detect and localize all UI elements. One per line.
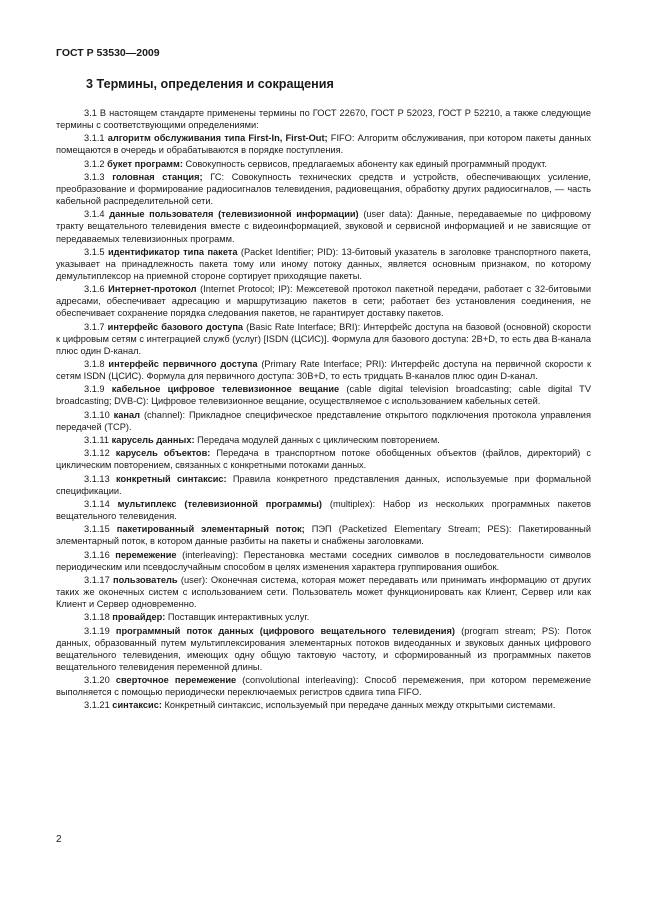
term-name: интерфейс базового доступа [107, 321, 244, 332]
term-definition: Правила конкретного представления данных, используемые при формальной спецификации. [56, 473, 591, 496]
term-name: Интернет-протокол [108, 284, 197, 295]
term-name: головная станция; [112, 171, 203, 182]
term-definition: ГС: Совокупность технических средств и устройств, обеспечивающих усиление, преобразование и формирование радиосигналов телевидения, радиовещания, обработку других радиосигналов, — часть кабельной распределительной сети. [56, 171, 591, 207]
term-definition: (convolutional interleaving): Способ перемежения, при котором перемежение выполняется с помощью периодически переключаемых регистров сдвига типа FIFO. [56, 675, 591, 698]
term-definition: (channel): Прикладное специфическое представление открытого подключения протокола управления передачей (TCP). [56, 409, 591, 432]
term-name: синтаксис: [112, 700, 162, 711]
term-definition: (program stream; PS): Поток данных, образованный путем мультиплексирования элементарных потоков видеоданных и звуковых данных цифрового вещательного телевидения, имеющих одну общую тактовую частоту, и сформированный из программных пакетов вещательного телевидения переменной длины. [56, 625, 592, 672]
term-name: кабельное цифровое телевизионное вещание [111, 384, 340, 395]
term-3-1-3 [56, 171, 591, 207]
term-name: перемежение [115, 549, 177, 560]
term-name: карусель объектов: [115, 448, 211, 459]
term-number: 3.1.6 [84, 284, 105, 295]
term-name: алгоритм обслуживания типа First-In, First-Out; [107, 133, 328, 144]
term-number: 3.1.1 [84, 133, 105, 144]
term-definition: Передача модулей данных с циклическим повторением. [194, 434, 440, 445]
term-number: 3.1.8 [84, 359, 105, 369]
term-definition: (interleaving): Перестановка местами соседних символов в последовательности символов периодическим или псевдослучайным способом в целях изменения характера группирования ошибок. [56, 549, 591, 572]
term-definition: (user data): Данные, передаваемые по цифровому тракту вещательного телевидения вместе с видеоинформацией, звуковой и сервисной информацией и не зависящие от передаваемых телевизионных программ. [56, 209, 591, 244]
term-number: 3.1.2 [84, 158, 105, 169]
term-number: 3.1.9 [84, 384, 105, 395]
term-definition: ПЭП (Packetized Elementary Stream; PES): Пакетированный элементарный поток, в котором данные разбиты на пакеты и снабжены заголовками. [56, 524, 591, 547]
term-number: 3.1.14 [84, 498, 110, 509]
term-name: программный поток данных (цифрового вещательного телевидения) [115, 625, 455, 636]
term-3-1-20 [56, 674, 591, 698]
paragraph-text: В настоящем стандарте применены термины по ГОСТ 22670, ГОСТ Р 52023, ГОСТ Р 52210, а также следующие термины с соответствующими определениями: [56, 108, 591, 131]
term-definition: FIFO: Алгоритм обслуживания, при котором пакеты данных помещаются в очередь и обрабатываются в порядке поступления. [56, 133, 591, 156]
term-number: 3.1.18 [84, 612, 110, 623]
term-number: 3.1.15 [84, 524, 110, 535]
page-number: 2 [56, 834, 62, 845]
term-3-1-17 [56, 574, 591, 610]
term-name: карусель данных: [111, 434, 195, 445]
term-3-1-6 [56, 283, 591, 319]
term-name: пользователь [113, 574, 178, 585]
term-3-1-16 [56, 549, 591, 573]
term-3-1-12 [56, 447, 591, 471]
term-3-1-2 [56, 158, 591, 170]
term-3-1-4 [56, 208, 591, 244]
terms-list [56, 107, 591, 713]
term-name: букет программ: [107, 158, 183, 169]
term-3-1-1 [56, 132, 591, 156]
term-definition: (Primary Rate Interface; PRI): Интерфейс доступа на первичной скорости к сетям ISDN (ЦСИС). Формула для первичного доступа: 30B+D, то есть тридцать B-каналов плюс один D-канал. [56, 359, 591, 382]
term-number: 3.1.3 [84, 171, 105, 182]
term-definition: (cable digital television broadcasting; cable digital TV broadcasting; DVB-C): Цифровое телевизионное вещание, осуществляемое с использованием кабельных сетей. [56, 384, 591, 407]
term-number: 3.1.7 [84, 321, 105, 332]
term-name: данные пользователя (телевизионной информации) [109, 209, 359, 220]
term-3-1-18 [56, 611, 591, 623]
term-name: провайдер: [112, 612, 166, 623]
term-3-1-5 [56, 246, 591, 282]
term-definition: (Packet Identifier; PID): 13-битовый указатель в заголовке транспортного пакета, указывает на принадлежность пакета тому или иному потоку данных, является основным признаком, по которому демультиплексор на приемной стороне сортирует приходящие пакеты. [56, 246, 591, 281]
term-definition: (Internet Protocol; IP): Межсетевой протокол пакетной передачи, работает с 32-битовыми адресами, обеспечивает адресацию и маршрутизацию пакетов в сети; работает без установления соединения, не обеспечивает сохранение порядка следования пакетов, не гарантирует доставку пакетов. [56, 284, 592, 319]
term-name: пакетированный элементарный поток; [116, 524, 305, 535]
paragraph-number: 3.1 [84, 108, 97, 118]
term-number: 3.1.21 [84, 700, 110, 711]
term-name: конкретный синтаксис: [115, 473, 227, 484]
term-number: 3.1.19 [84, 625, 110, 636]
term-number: 3.1.4 [84, 209, 105, 220]
term-3-1-7 [56, 321, 591, 357]
term-3-1-11 [56, 434, 591, 446]
term-definition: (user): Оконечная система, которая может передавать или принимать информацию от других таких же оконечных систем с использованием сети. Пользователь может функционировать как Клиент, Сервер или как Клиент и Сервер одновременно. [56, 574, 591, 610]
term-definition: Передача в транспортном потоке обобщенных объектов (файлов, директорий) с циклическим повторением, связанных с конкретными потоками данных. [56, 448, 591, 471]
term-3-1-9 [56, 383, 591, 407]
term-name: мультиплекс (телевизионной программы) [117, 498, 322, 509]
paragraph-3-1 [56, 107, 591, 131]
document-header: ГОСТ Р 53530—2009 [56, 47, 160, 59]
term-name: интерфейс первичного доступа [108, 359, 258, 369]
term-3-1-8 [56, 358, 591, 382]
term-3-1-21 [56, 699, 591, 711]
term-name: идентификатор типа пакета [107, 246, 238, 257]
term-name: канал [113, 409, 141, 420]
term-definition: Конкретный синтаксис, используемый при передаче данных между открытыми системами. [161, 700, 556, 711]
term-number: 3.1.10 [84, 409, 110, 420]
term-name: сверточное перемежение [115, 675, 237, 686]
term-definition: (Basic Rate Interface; BRI): Интерфейс доступа на базовой (основной) скорости к цифровым сетям с интеграцией служб (услуг) [ISDN (ЦСИС)]. Формула для базового доступа: 2B+D, то есть два B-канала плюс один D-канал. [56, 321, 591, 356]
term-definition: Поставщик интерактивных услуг. [165, 612, 310, 623]
section-title: 3 Термины, определения и сокращения [86, 77, 334, 91]
term-number: 3.1.20 [84, 675, 110, 686]
term-number: 3.1.13 [84, 473, 110, 484]
term-number: 3.1.5 [84, 246, 105, 257]
term-3-1-14 [56, 498, 591, 522]
term-3-1-13 [56, 473, 591, 497]
term-definition: (multiplex): Набор из нескольких программных пакетов вещательного телевидения. [56, 498, 591, 521]
term-3-1-15 [56, 523, 591, 547]
term-number: 3.1.17 [84, 574, 110, 585]
term-3-1-19 [56, 625, 591, 673]
term-number: 3.1.16 [84, 549, 110, 560]
term-number: 3.1.12 [84, 448, 110, 459]
term-number: 3.1.11 [84, 434, 110, 445]
term-3-1-10 [56, 409, 591, 433]
term-definition: Совокупность сервисов, предлагаемых абоненту как единый программный продукт. [182, 158, 547, 169]
